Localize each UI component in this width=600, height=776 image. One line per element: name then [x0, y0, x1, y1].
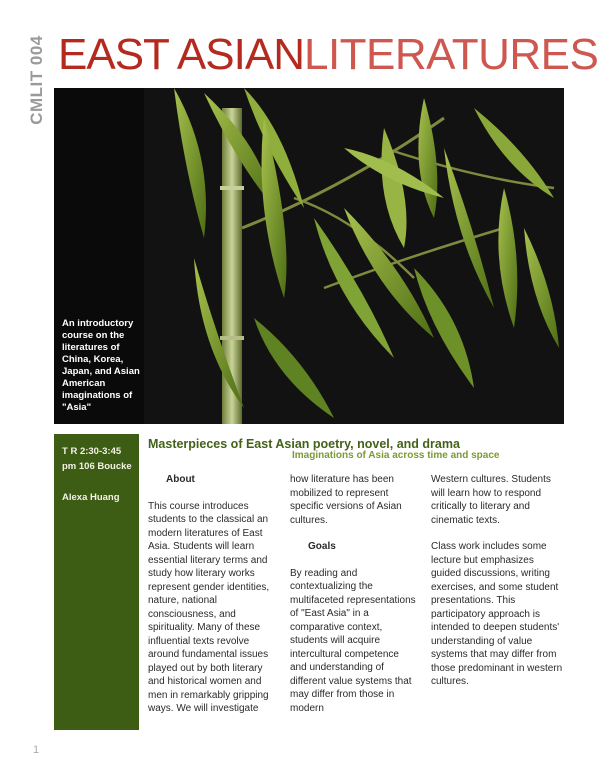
- about-text: This course introduces students to the classical an modern literatures of East Asia. Students will learn essential literary terms and study how literary works represent gender identities, nature, national consciousness, and spirituality. Many of these influential texts revolve around fundamental issues played out by both literary and historical women and men in remarkably gripping ways. We will investigate: [148, 500, 270, 714]
- schedule-panel: [54, 434, 139, 730]
- intro-panel: [54, 88, 144, 424]
- class-schedule: T R 2:30-3:45 pm 106 Boucke: [62, 446, 132, 472]
- subtitle: Masterpieces of East Asian poetry, novel, and drama: [148, 437, 460, 451]
- course-code: CMLIT 004: [27, 35, 46, 125]
- goals-heading: Goals: [308, 541, 336, 552]
- classwork-text: Class work includes some lecture but emphasizes guided discussions, writing exercises, and some student presentations. This participatory approach is intended to deepen students' understanding of value systems that may differ from those predominant in western cultures.: [431, 541, 563, 687]
- bamboo-photo: [144, 88, 564, 424]
- column-1: [148, 473, 276, 729]
- title-part-1: EAST ASIAN: [58, 30, 304, 79]
- page-title: [58, 30, 598, 80]
- tagline: Imaginations of Asia across time and space: [292, 450, 500, 461]
- goals-text: By reading and contextualizing the multifaceted representations of "East Asia" in a comparative context, students will acquire intercultural competence and understanding of different value systems that may differ from those in modern: [290, 567, 416, 714]
- column-3: [431, 473, 565, 702]
- column-2: [290, 473, 418, 728]
- course-blurb: An introductory course on the literatures of China, Korea, Japan, and Asian American imaginations of "Asia": [62, 318, 140, 413]
- title-part-2: LITERATURES: [303, 30, 599, 79]
- bamboo-illustration: [144, 88, 564, 424]
- page-number: 1: [33, 744, 40, 756]
- about-text-continued: how literature has been mobilized to represent specific versions of Asian cultures.: [290, 474, 402, 526]
- about-heading: About: [166, 474, 195, 485]
- goals-text-continued: Western cultures. Students will learn how to respond critically to literary and cinematic texts.: [431, 474, 551, 526]
- instructor-name: Alexa Huang: [62, 492, 120, 503]
